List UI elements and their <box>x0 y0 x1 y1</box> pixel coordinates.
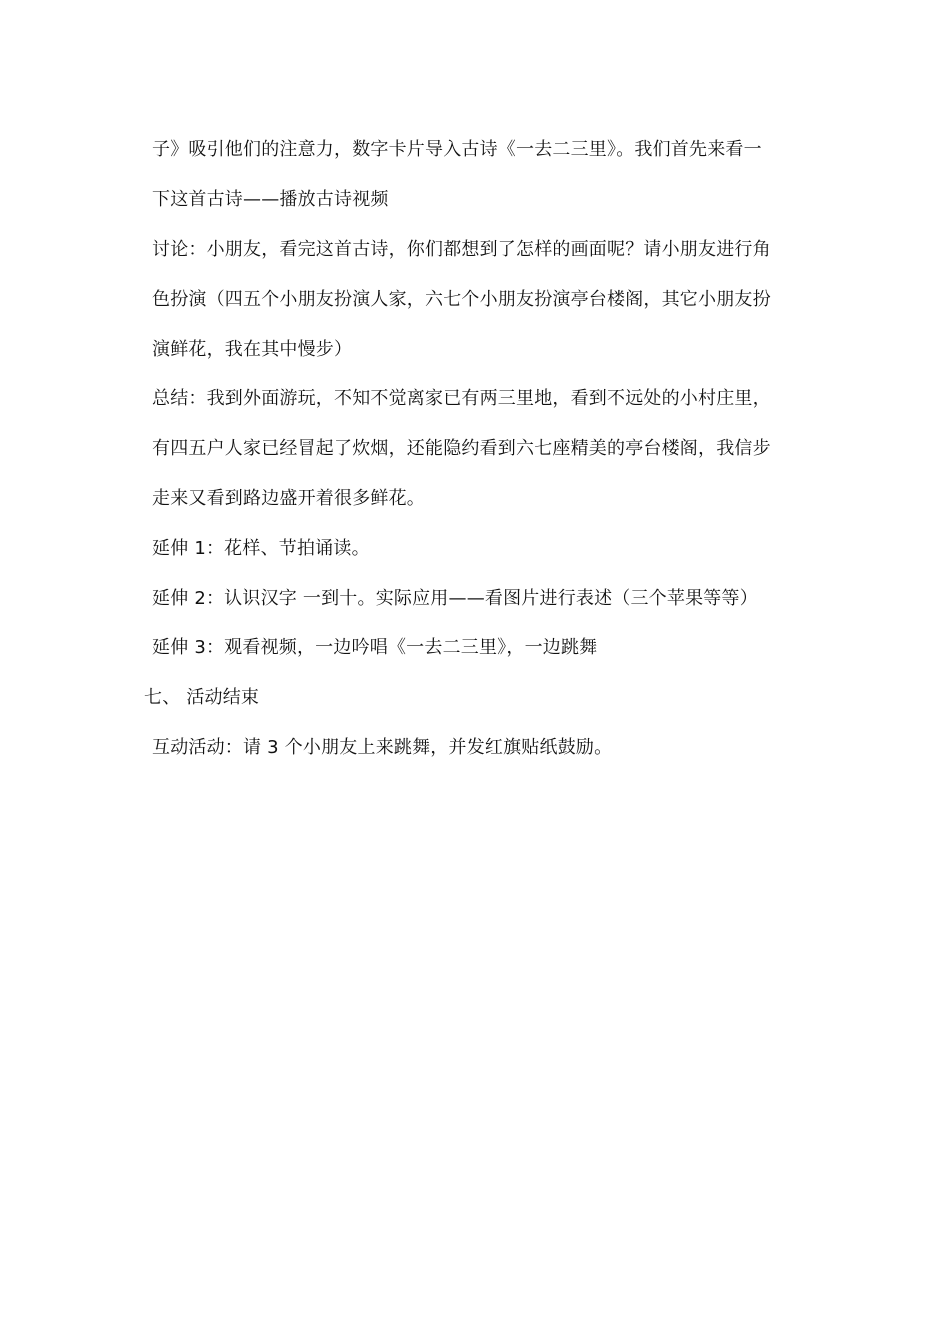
extension-item-3: 延伸 3：观看视频，一边吟唱《一去二三里》，一边跳舞 <box>152 637 598 658</box>
summary-paragraph-line: 总结：我到外面游玩，不知不觉离家已有两三里地，看到不远处的小村庄里， <box>152 388 771 409</box>
discussion-paragraph-line: 讨论：小朋友，看完这首古诗，你们都想到了怎样的画面呢？请小朋友进行角 <box>152 239 771 260</box>
extension-item-1: 延伸 1：花样、节拍诵读。 <box>152 538 370 559</box>
body-text-line: 下这首古诗——播放古诗视频 <box>152 189 389 210</box>
extension-item-2: 延伸 2：认识汉字 一到十。实际应用——看图片进行表述（三个苹果等等） <box>152 588 758 609</box>
summary-paragraph-line: 有四五户人家已经冒起了炊烟，还能隐约看到六七座精美的亭台楼阁，我信步 <box>152 438 771 459</box>
discussion-paragraph-line: 演鲜花，我在其中慢步） <box>152 339 353 360</box>
body-text-line: 子》吸引他们的注意力，数字卡片导入古诗《一去二三里》。我们首先来看一 <box>152 139 762 160</box>
discussion-paragraph-line: 色扮演（四五个小朋友扮演人家，六七个小朋友扮演亭台楼阁，其它小朋友扮 <box>152 289 771 310</box>
interactive-activity-line: 互动活动：请 3 个小朋友上来跳舞，并发红旗贴纸鼓励。 <box>152 737 613 758</box>
section-heading: 七、 活动结束 <box>144 687 260 708</box>
summary-paragraph-line: 走来又看到路边盛开着很多鲜花。 <box>152 488 425 509</box>
